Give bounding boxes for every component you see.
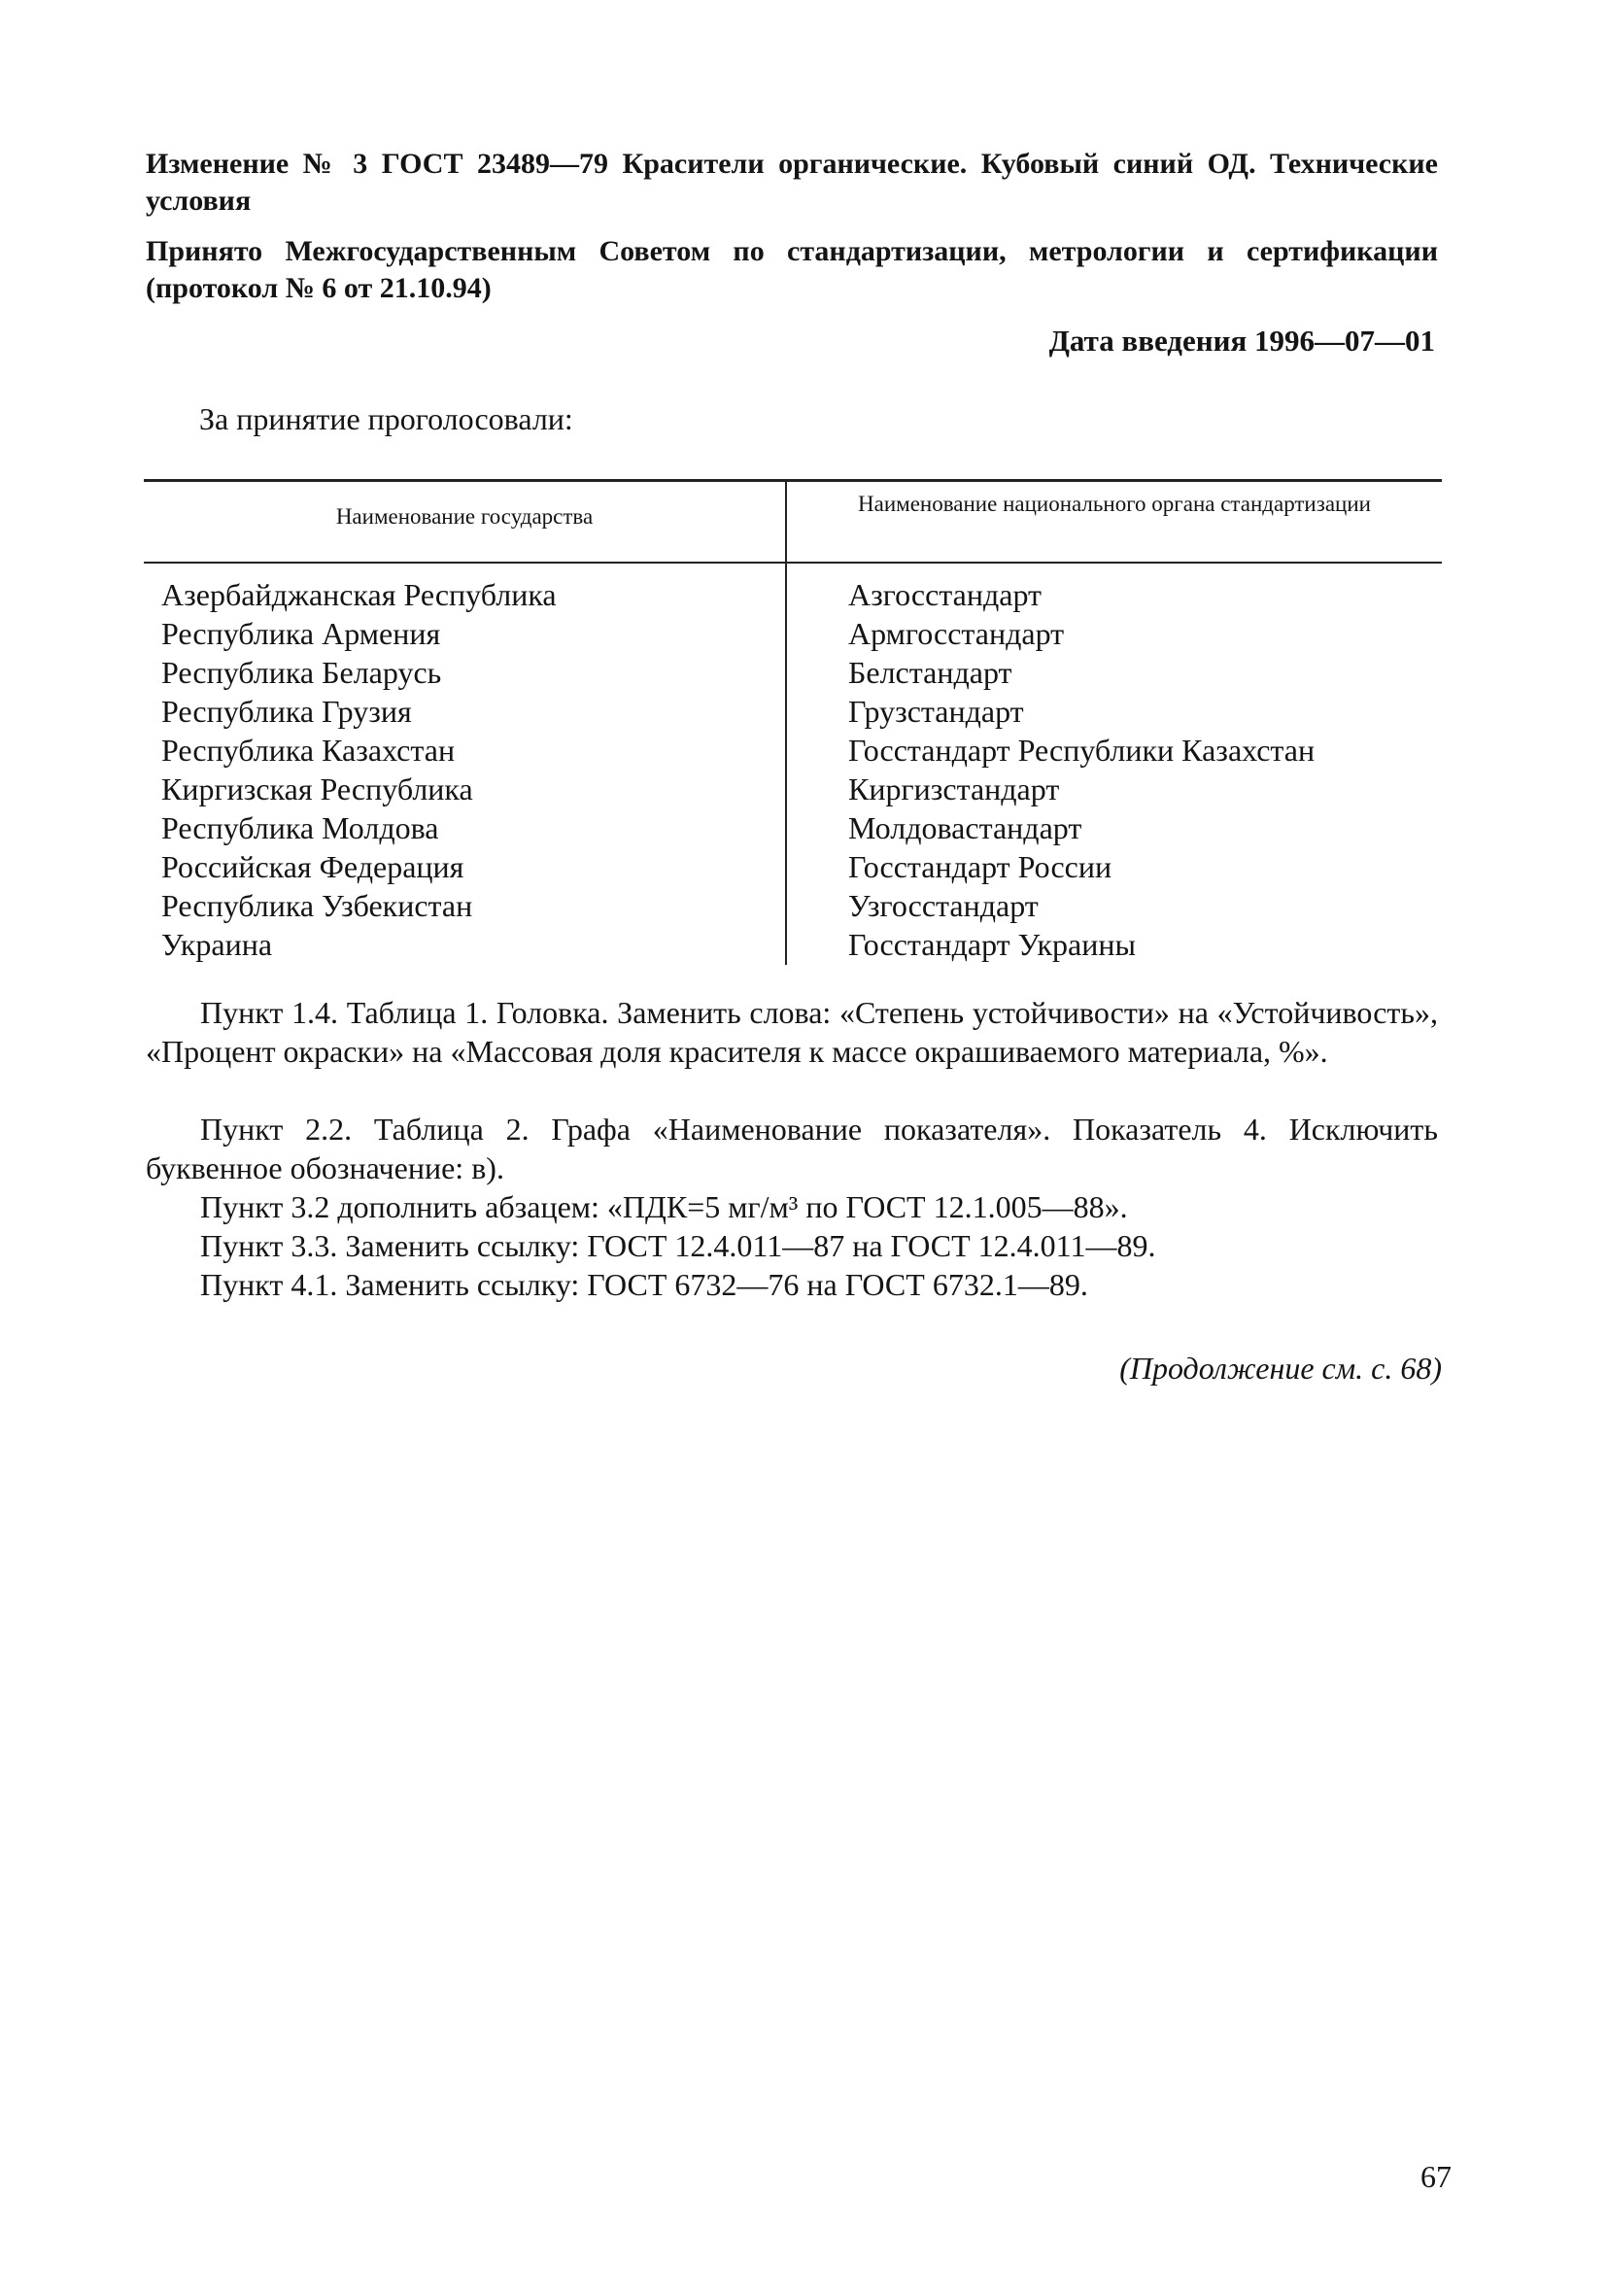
table-row-state: Республика Казахстан <box>161 733 456 768</box>
table-row-state: Республика Узбекистан <box>161 888 473 923</box>
effective-date: Дата введения 1996—07—01 <box>1048 324 1435 358</box>
table-row-body: Армгосстандарт <box>848 616 1065 651</box>
table-row-state: Республика Армения <box>161 616 441 651</box>
state-column <box>161 575 557 964</box>
table-row-state: Киргизская Республика <box>161 771 473 806</box>
table-row-body: Госстандарт Республики Казахстан <box>848 733 1316 768</box>
amendment-paragraph: Пункт 1.4. Таблица 1. Головка. Заменить слова: «Степень устойчивости» на «Устойчивость», «Процент окраски» на «Массовая доля красителя к массе окрашиваемого материала, %». <box>146 995 1438 1069</box>
table-row-state: Украина <box>161 927 273 962</box>
table-top-rule <box>144 479 1442 482</box>
voted-label: За принятие проголосовали: <box>199 401 573 436</box>
table-row-state: Азербайджанская Республика <box>161 577 557 612</box>
table-row-body: Узгосстандарт <box>848 888 1039 923</box>
table-row-body: Киргизстандарт <box>848 771 1060 806</box>
continuation-note: (Продолжение см. с. 68) <box>1119 1351 1442 1386</box>
table-row-body: Грузстандарт <box>848 694 1024 729</box>
standards-body-column <box>848 575 1315 964</box>
document-title: Изменение № 3 ГОСТ 23489—79 Красители органические. Кубовый синий ОД. Технические условия <box>146 148 1438 217</box>
table-row-body: Госстандарт Украины <box>848 927 1136 962</box>
amendment-paragraph: Пункт 3.3. Заменить ссылку: ГОСТ 12.4.011—87 на ГОСТ 12.4.011—89. <box>200 1228 1156 1263</box>
adoption-statement: Принято Межгосударственным Советом по стандартизации, метрологии и сертификации (протокол № 6 от 21.10.94) <box>146 235 1438 304</box>
table-column-divider <box>785 481 787 965</box>
table-row-state: Российская Федерация <box>161 849 464 884</box>
table-row-state: Республика Грузия <box>161 694 412 729</box>
amendment-paragraph: Пункт 2.2. Таблица 2. Графа «Наименование показателя». Показатель 4. Исключить буквенное обозначение: в). <box>146 1112 1438 1185</box>
page-number: 67 <box>1420 2159 1452 2194</box>
table-row-body: Молдовастандарт <box>848 810 1082 845</box>
table-header-body: Наименование национального органа стандартизации <box>858 492 1371 516</box>
table-row-state: Республика Молдова <box>161 810 439 845</box>
amendment-paragraph: Пункт 3.2 дополнить абзацем: «ПДК=5 мг/м³ по ГОСТ 12.1.005—88». <box>200 1189 1128 1224</box>
table-row-body: Белстандарт <box>848 655 1012 690</box>
table-header-rule <box>144 562 1442 564</box>
table-header-state: Наименование государства <box>335 504 594 529</box>
table-row-state: Республика Беларусь <box>161 655 442 690</box>
table-row-body: Азгосстандарт <box>848 577 1043 612</box>
table-row-body: Госстандарт России <box>848 849 1112 884</box>
amendment-paragraph: Пункт 4.1. Заменить ссылку: ГОСТ 6732—76 на ГОСТ 6732.1—89. <box>200 1267 1088 1302</box>
